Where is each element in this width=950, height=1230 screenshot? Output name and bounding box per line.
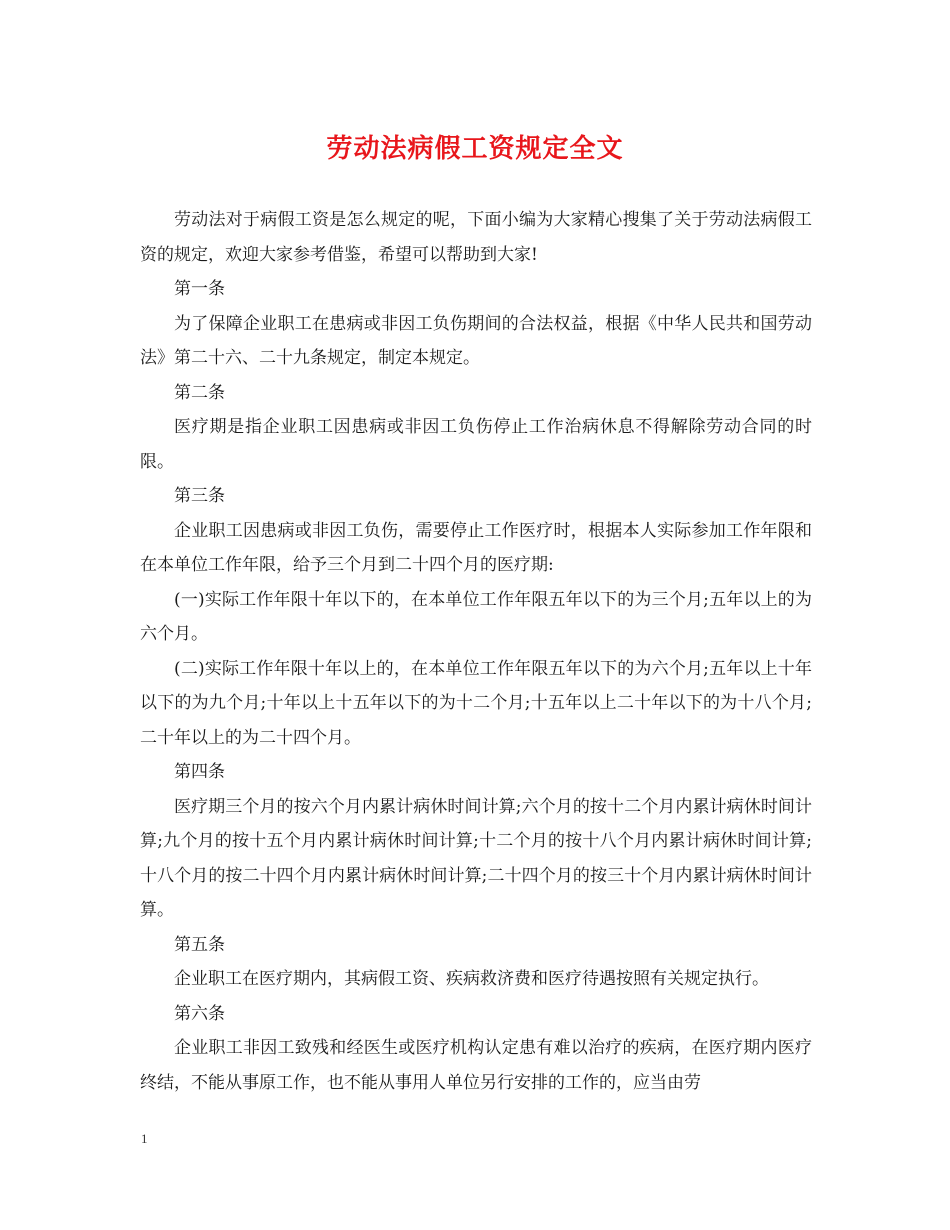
article-heading: 第二条 <box>174 382 225 403</box>
article-paragraph: 医疗期三个月的按六个月内累计病休时间计算;六个月的按十二个月内累计病休时间计算;九个月的按十五个月内累计病休时间计算;十二个月的按十八个月内累计病休时间计算;十八个月的按二十四个月内累计病休时间计算;二十四个月的按三十个月内累计病休时间计算。 <box>140 796 812 920</box>
article-heading: 第四条 <box>174 762 225 782</box>
article-paragraph: 为了保障企业职工在患病或非因工负伤期间的合法权益，根据《中华人民共和国劳动法》第二十六、二十九条规定，制定本规定。 <box>140 313 812 368</box>
intro-paragraph: 劳动法对于病假工资是怎么规定的呢，下面小编为大家精心搜集了关于劳动法病假工资的规定，欢迎大家参考借鉴，希望可以帮助到大家! <box>140 210 812 265</box>
article-paragraph: (二)实际工作年限十年以上的，在本单位工作年限五年以下的为六个月;五年以上十年以下的为九个月;十年以上十五年以下的为十二个月;十五年以上二十年以下的为十八个月;二十年以上的为二十四个月。 <box>140 658 812 748</box>
article-paragraph: 医疗期是指企业职工因患病或非因工负伤停止工作治病休息不得解除劳动合同的时限。 <box>140 417 812 472</box>
article-paragraph: 企业职工在医疗期内，其病假工资、疾病救济费和医疗待遇按照有关规定执行。 <box>174 969 769 989</box>
page-number: 1 <box>141 1131 148 1146</box>
article-heading: 第一条 <box>174 279 225 299</box>
article-heading: 第五条 <box>174 934 225 955</box>
article-heading: 第三条 <box>174 486 225 506</box>
article-heading: 第六条 <box>174 1003 225 1024</box>
article-paragraph: (一)实际工作年限十年以下的，在本单位工作年限五年以下的为三个月;五年以上的为六个月。 <box>140 589 812 644</box>
article-paragraph: 企业职工非因工致残和经医生或医疗机构认定患有难以治疗的疾病，在医疗期内医疗终结，不能从事原工作，也不能从事用人单位另行安排的工作的，应当由劳 <box>140 1038 812 1093</box>
article-paragraph: 企业职工因患病或非因工负伤，需要停止工作医疗时，根据本人实际参加工作年限和在本单位工作年限，给予三个月到二十四个月的医疗期: <box>140 520 812 575</box>
document-body <box>140 203 812 1100</box>
document-title: 劳动法病假工资规定全文 <box>326 134 624 164</box>
